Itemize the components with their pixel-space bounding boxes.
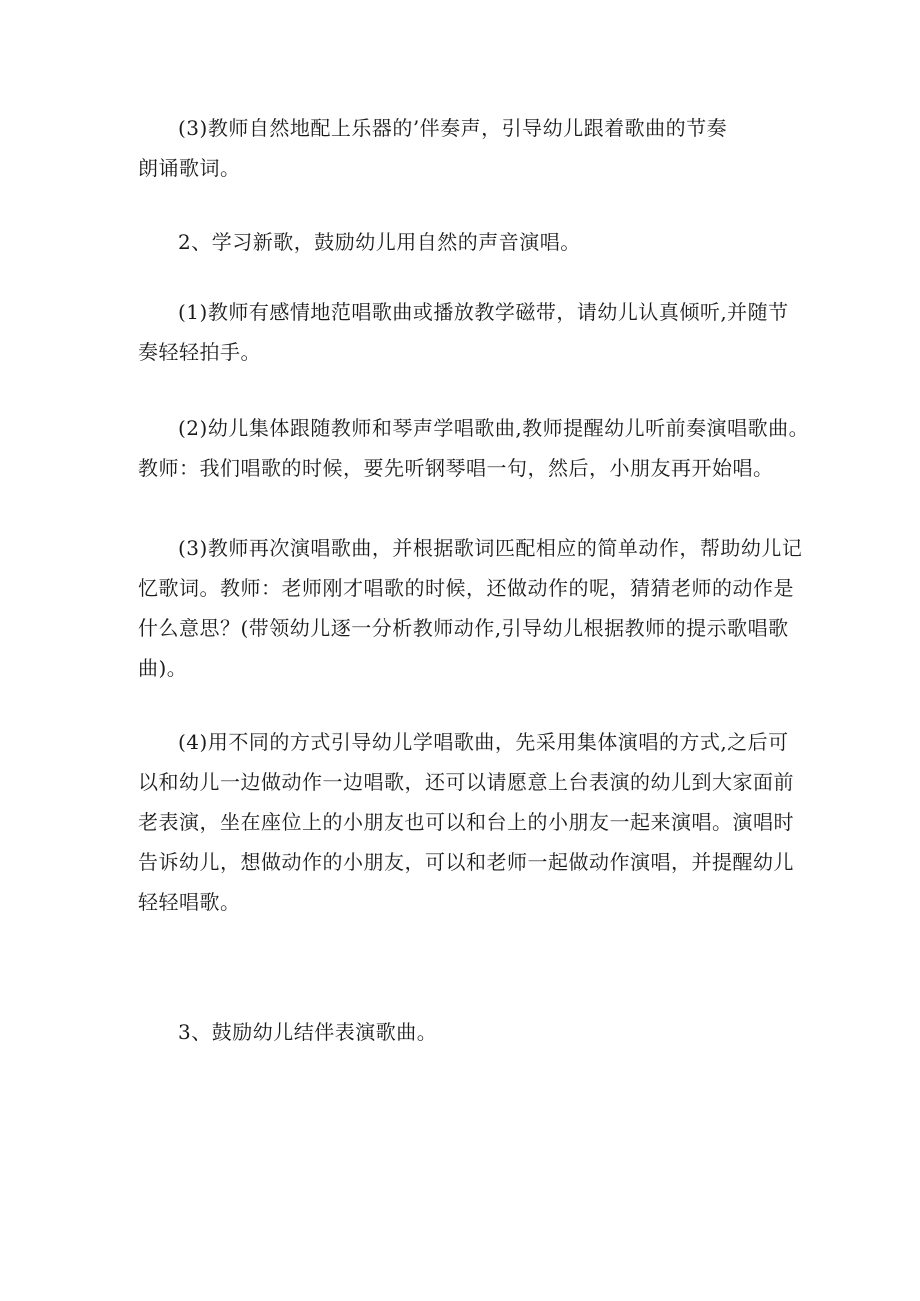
text-line: 什么意思？(带领幼儿逐一分析教师动作,引导幼儿根据教师的提示歌唱歌 xyxy=(138,616,789,640)
paragraph-section-2-heading xyxy=(138,222,798,262)
text-line: (4)用不同的方式引导幼儿学唱歌曲，先采用集体演唱的方式,之后可 xyxy=(178,730,789,754)
text-line: 2、学习新歌，鼓励幼儿用自然的声音演唱。 xyxy=(178,230,581,254)
paragraph-section-3-heading xyxy=(138,1012,798,1052)
text-line: (3)教师自然地配上乐器的’伴奏声，引导幼儿跟着歌曲的节奏 xyxy=(178,116,728,140)
text-line: 以和幼儿一边做动作一边唱歌，还可以请愿意上台表演的幼儿到大家面前 xyxy=(138,770,794,794)
text-line: 教师：我们唱歌的时候，要先听钢琴唱一句，然后，小朋友再开始唱。 xyxy=(138,456,774,480)
paragraph-step-3-recite xyxy=(138,108,798,188)
text-line: 忆歌词。教师：老师刚才唱歌的时候，还做动作的呢，猜猜老师的动作是 xyxy=(138,576,794,600)
text-line: 奏轻轻拍手。 xyxy=(138,340,261,364)
text-line: 告诉幼儿，想做动作的小朋友，可以和老师一起做动作演唱，并提醒幼儿 xyxy=(138,850,794,874)
paragraph-step-3-actions xyxy=(138,528,803,688)
text-line: 轻轻唱歌。 xyxy=(138,890,241,914)
text-line: 老表演，坐在座位上的小朋友也可以和台上的小朋友一起来演唱。演唱时 xyxy=(138,810,794,834)
text-line: (3)教师再次演唱歌曲，并根据歌词匹配相应的简单动作，帮助幼儿记 xyxy=(178,536,803,560)
text-line: (1)教师有感情地范唱歌曲或播放教学磁带，请幼儿认真倾听,并随节 xyxy=(178,300,789,324)
text-line: 朗诵歌词。 xyxy=(138,156,241,180)
paragraph-step-2-follow-piano xyxy=(138,408,810,488)
text-line: 3、鼓励幼儿结伴表演歌曲。 xyxy=(178,1020,438,1044)
text-line: (2)幼儿集体跟随教师和琴声学唱歌曲,教师提醒幼儿听前奏演唱歌曲。 xyxy=(178,416,810,440)
text-line: 曲)。 xyxy=(138,656,188,680)
paragraph-step-4-different-ways xyxy=(138,722,798,922)
paragraph-step-1-model-singing xyxy=(138,292,798,372)
